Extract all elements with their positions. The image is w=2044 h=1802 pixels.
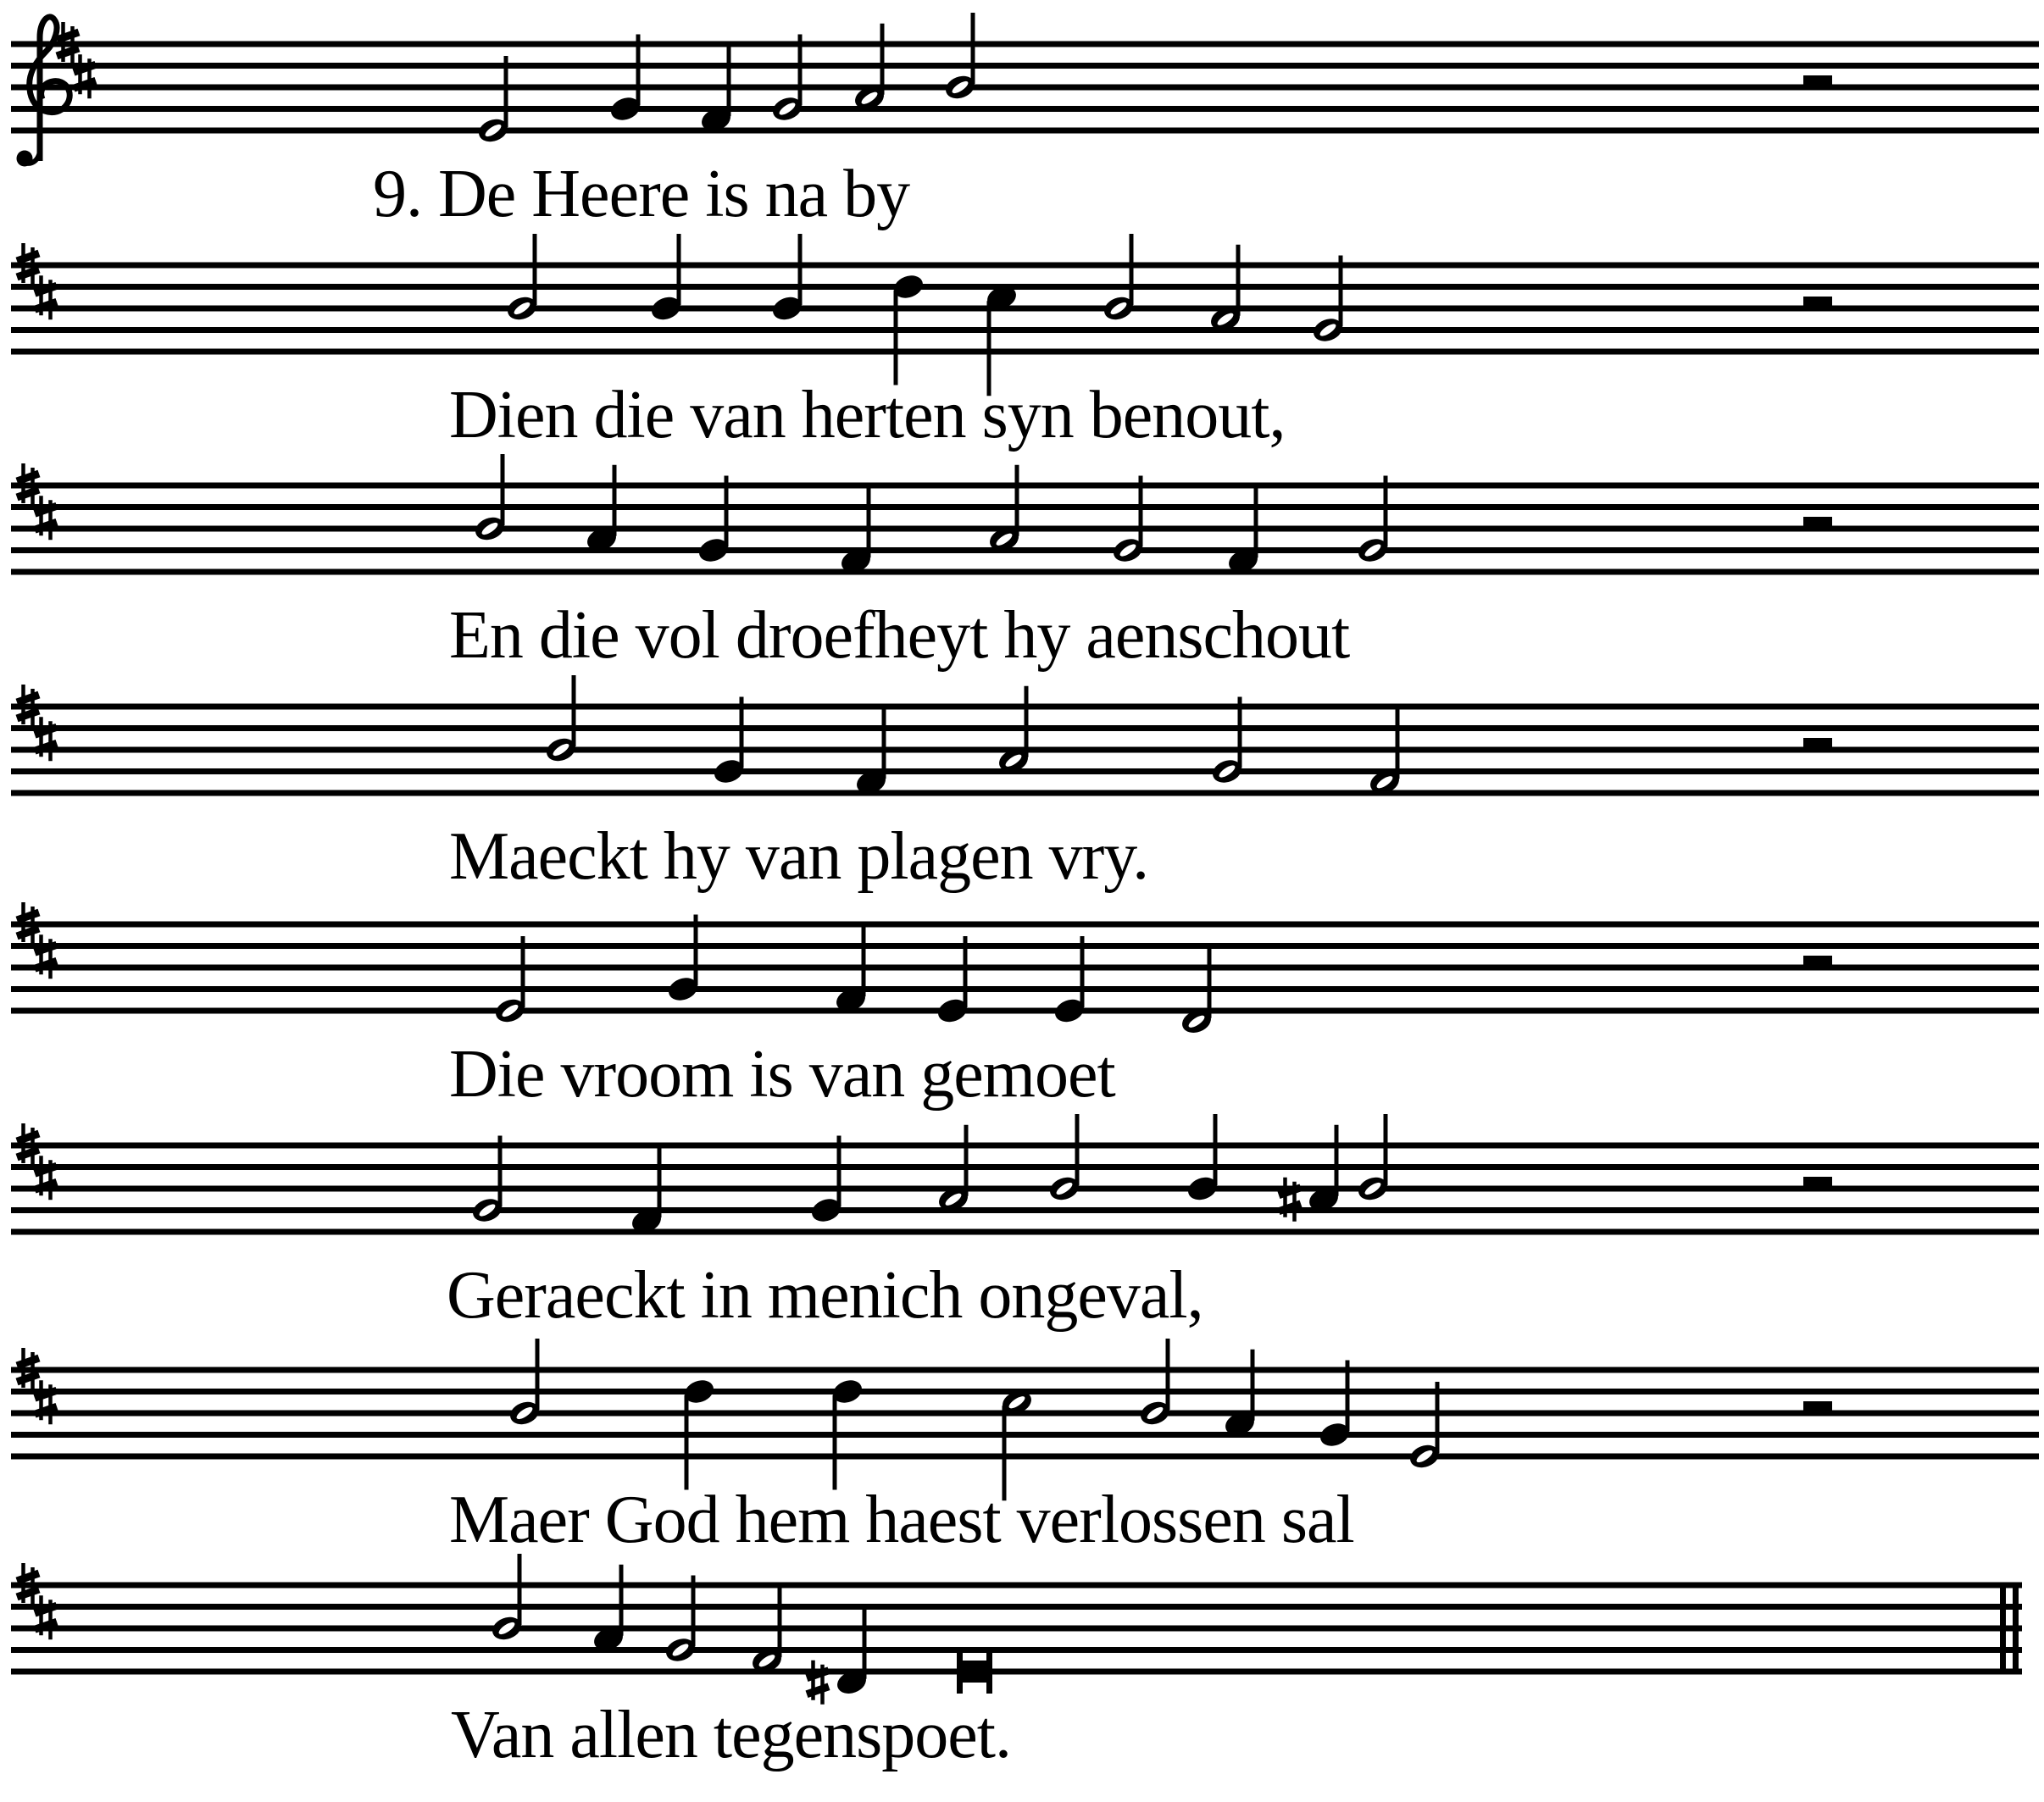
note-B4	[648, 234, 684, 324]
note-B4	[1137, 1339, 1173, 1428]
key-signature-sharp	[17, 1573, 39, 1581]
note-B4	[507, 1339, 542, 1428]
note-E4	[1052, 936, 1087, 1026]
lyric-line-1: 9. De Heere is na by	[373, 157, 910, 231]
note-B4	[472, 454, 508, 544]
staff-system-8	[11, 1554, 2022, 1705]
staff-system-6	[11, 1114, 2039, 1236]
note-G4	[1209, 697, 1245, 787]
note-G4	[808, 1136, 844, 1226]
lyric-line-8: Van allen tegenspoet.	[451, 1698, 1011, 1772]
note-G4	[663, 1576, 698, 1666]
lyric-line-4: Maeckt hy van plagen vry.	[449, 819, 1149, 894]
key-signature-sharp	[17, 1589, 39, 1597]
half-rest	[1803, 956, 1832, 968]
key-signature-sharp	[57, 32, 79, 40]
key-signature-sharp	[17, 695, 39, 702]
key-signature-sharp	[17, 474, 39, 481]
accidental-sharp	[807, 1687, 829, 1694]
note-B4	[1185, 1114, 1220, 1204]
final-double-barline	[2000, 1585, 2006, 1672]
note-B4	[489, 1554, 525, 1644]
key-signature-sharp	[17, 253, 39, 261]
note-B4	[1047, 1114, 1082, 1204]
lyric-line-5: Die vroom is van gemoet	[449, 1037, 1115, 1112]
key-signature-sharp	[17, 1150, 39, 1157]
note-G4	[711, 697, 747, 787]
note-D#4	[807, 1608, 869, 1705]
half-rest	[1803, 1177, 1832, 1189]
lyric-line-3: En die vol droefheyt hy aenschout	[449, 598, 1350, 673]
note-B4	[1101, 234, 1136, 324]
note-B4	[769, 234, 805, 324]
key-signature-sharp	[17, 1374, 39, 1382]
staff-system-7	[11, 1339, 2039, 1500]
key-signature-sharp	[17, 912, 39, 920]
note-G4	[1310, 256, 1346, 346]
key-signature-sharp	[17, 929, 39, 936]
lyric-line-7: Maer God hem haest verlossen sal	[449, 1483, 1354, 1557]
note-G4	[608, 35, 643, 125]
key-signature-sharp	[57, 48, 79, 56]
half-rest	[1803, 297, 1832, 308]
treble-clef	[17, 151, 33, 167]
final-breve-note	[957, 1661, 992, 1669]
note-G4	[696, 476, 731, 566]
note-G4	[1317, 1361, 1352, 1450]
note-G4	[665, 915, 701, 1005]
key-signature-sharp	[17, 711, 39, 718]
lyric-line-6: Geraeckt in menich ongeval,	[447, 1258, 1203, 1333]
note-E4	[492, 936, 528, 1026]
note-E4	[475, 56, 511, 146]
staff-system-1	[11, 13, 2039, 167]
staff-system-5	[11, 902, 2039, 1037]
note-E4	[1407, 1382, 1442, 1472]
final-breve-note	[957, 1650, 963, 1694]
half-rest	[1803, 517, 1832, 529]
key-signature-sharp	[17, 1134, 39, 1141]
note-G4	[1110, 476, 1146, 566]
note-G4	[1355, 476, 1391, 566]
final-double-barline	[2013, 1585, 2019, 1672]
note-B4	[504, 234, 540, 324]
half-rest	[1803, 738, 1832, 750]
final-breve-note	[957, 1674, 992, 1683]
final-breve-note	[986, 1650, 992, 1694]
note-B4	[942, 13, 978, 103]
staff-system-4	[11, 675, 2039, 797]
lyric-line-2: Dien die van herten syn benout,	[449, 378, 1286, 452]
note-E4	[935, 936, 970, 1026]
key-signature-sharp	[17, 1358, 39, 1366]
half-rest	[1803, 1401, 1832, 1413]
key-signature-sharp	[17, 490, 39, 497]
staff-system-3	[11, 454, 2039, 576]
key-signature-sharp	[17, 269, 39, 277]
note-A#4	[1279, 1125, 1341, 1222]
note-G4	[769, 35, 805, 125]
note-B4	[543, 675, 579, 765]
note-G4	[469, 1136, 505, 1226]
half-rest	[1803, 75, 1832, 87]
staff-system-2	[11, 234, 2039, 396]
note-B4	[1355, 1114, 1391, 1204]
